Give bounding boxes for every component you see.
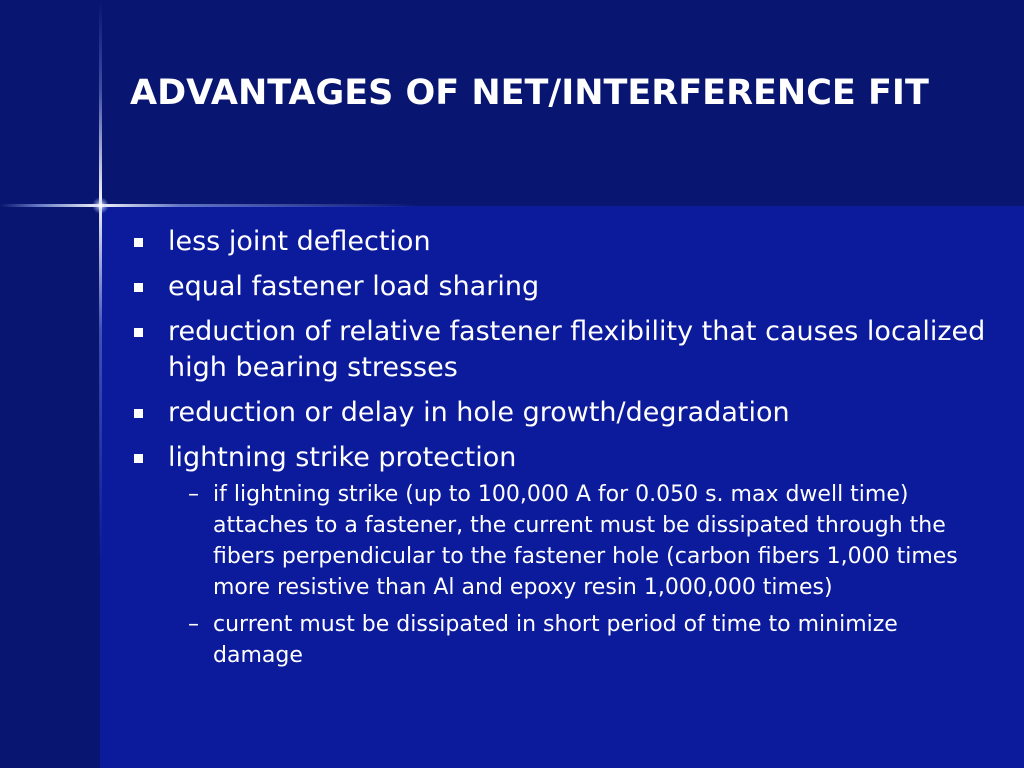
bullet-text: lightning strike protection (168, 442, 517, 473)
square-bullet-icon (134, 238, 143, 247)
sub-bullet-text: if lightning strike (up to 100,000 A for 0.050 s. max dwell time) attaches to a fastener, the current must be dissipated through the fibers perpendicular to the fastener hole (carbon fibers 1,000 times more resistive than Al and epoxy resin 1,000,000 times) (213, 482, 958, 600)
dash-bullet-icon: – (188, 612, 199, 637)
square-bullet-icon (134, 454, 143, 463)
dash-bullet-icon: – (188, 482, 199, 507)
bullet-text: reduction or delay in hole growth/degradation (168, 397, 790, 428)
square-bullet-icon (134, 409, 143, 418)
sub-bullet-text: current must be dissipated in short period of time to minimize damage (213, 612, 898, 668)
bullet-item (130, 224, 990, 260)
bullet-item (130, 269, 990, 305)
bullet-text: reduction of relative fastener flexibility that causes localized high bearing stresses (168, 316, 986, 383)
bullet-item (130, 395, 990, 431)
bullet-item (130, 314, 990, 386)
vertical-light-line (99, 0, 102, 768)
square-bullet-icon (134, 328, 143, 337)
sub-bullet-item (168, 609, 990, 671)
sub-bullet-item (168, 479, 990, 603)
horizontal-light-line (0, 204, 1024, 207)
sub-bullet-list (168, 479, 990, 671)
left-band (0, 206, 100, 768)
bullet-text: equal fastener load sharing (168, 271, 540, 302)
bullet-item (130, 440, 990, 671)
sparkle-icon (92, 197, 109, 214)
bullet-text: less joint deflection (168, 226, 431, 257)
slide-title: ADVANTAGES OF NET/INTERFERENCE FIT (130, 73, 929, 113)
square-bullet-icon (134, 283, 143, 292)
bullet-list (130, 224, 990, 680)
